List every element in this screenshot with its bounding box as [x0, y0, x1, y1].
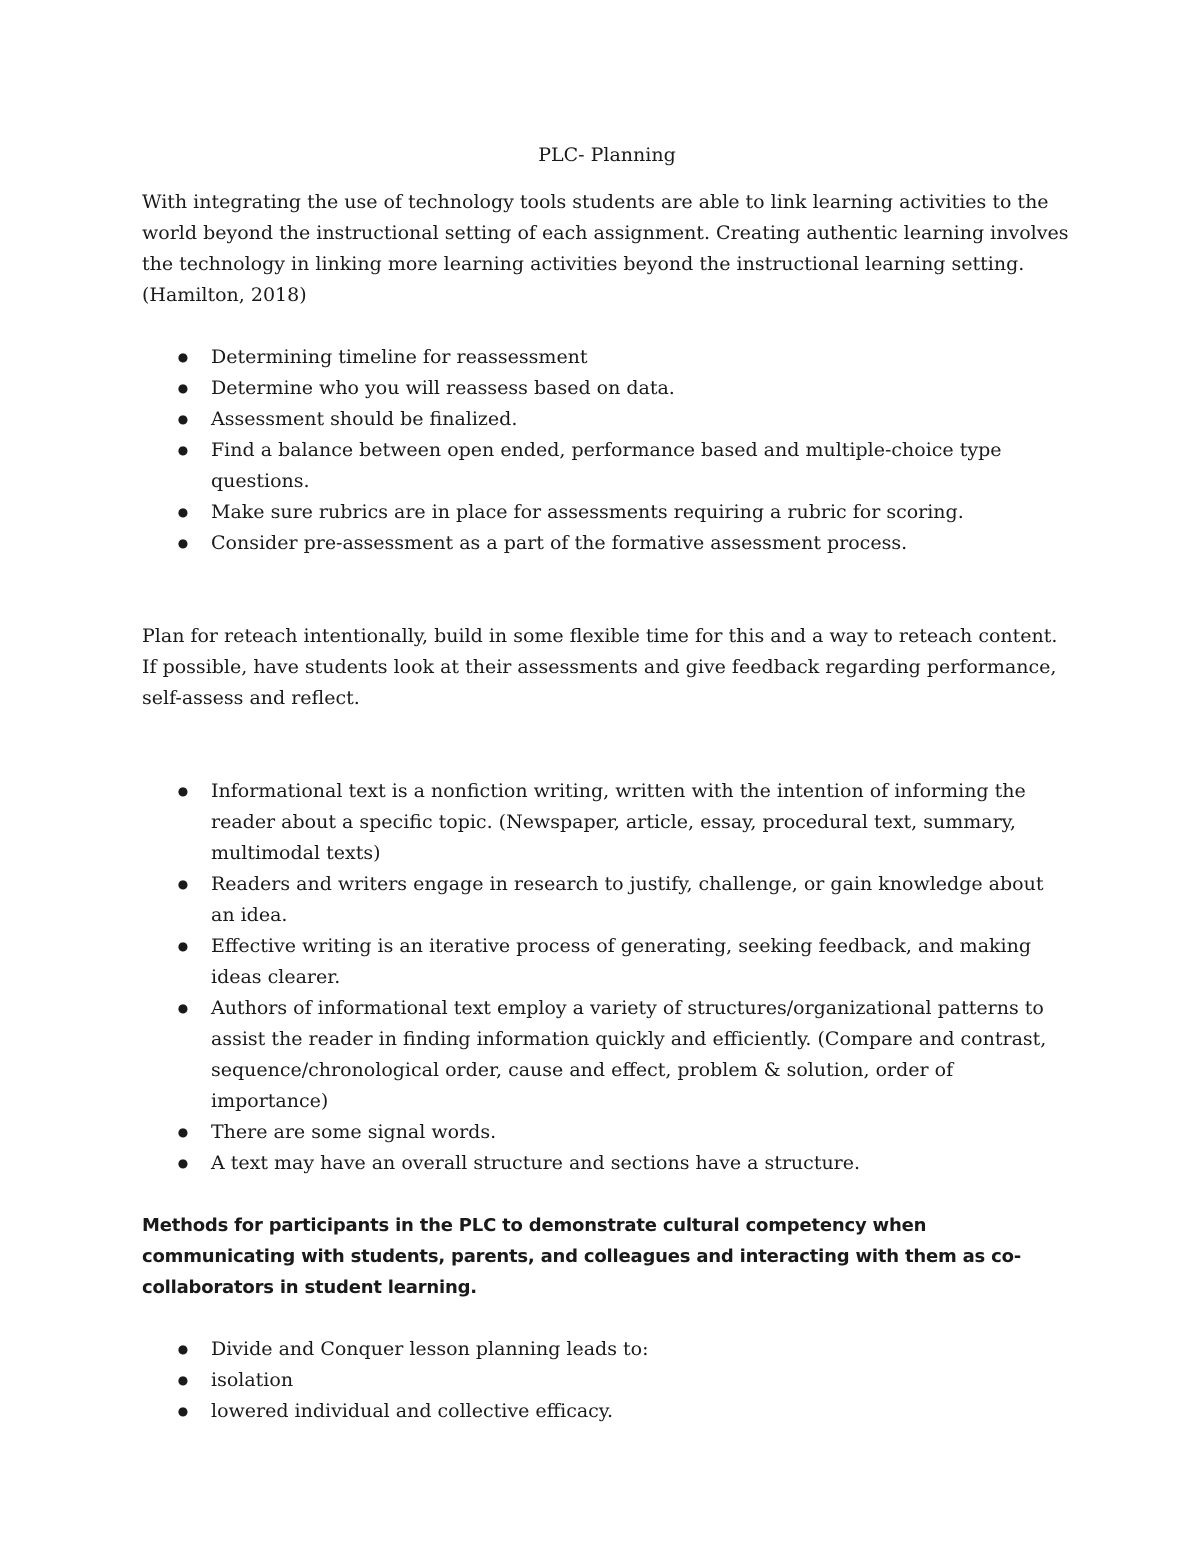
list-item: ● A text may have an overall structure and sections have a structure. [211, 1148, 1072, 1179]
reteach-paragraph: Plan for reteach intentionally, build in some flexible time for this and a way to reteach content. If possible, have students look at their assessments and give feedback regarding performance, self-assess and reflect. [142, 625, 1058, 709]
bullet-icon: ● [177, 443, 189, 457]
bullet-icon: ● [177, 350, 189, 364]
bullet-icon: ● [177, 1001, 189, 1015]
list-item: ● Readers and writers engage in research to justify, challenge, or gain knowledge about an idea. [211, 869, 1072, 931]
bullet-icon: ● [177, 505, 189, 519]
bullet-icon: ● [177, 784, 189, 798]
informational-text-list [142, 776, 1072, 1179]
bullet-icon: ● [177, 1125, 189, 1139]
list-item: ● Determine who you will reassess based on data. [211, 373, 1072, 404]
list-item: ● There are some signal words. [211, 1117, 1072, 1148]
bullet-icon: ● [177, 1404, 189, 1418]
bullet-icon: ● [177, 412, 189, 426]
list-item: ● Authors of informational text employ a variety of structures/organizational patterns to assist the reader in finding information quickly and efficiently. (Compare and contrast, sequence/chronological order, cause and effect, problem & solution, order of importance) [211, 993, 1072, 1117]
bullet-icon: ● [177, 536, 189, 550]
list-item: ● Informational text is a nonfiction writing, written with the intention of informing the reader about a specific topic. (Newspaper, article, essay, procedural text, summary, multimodal texts) [211, 776, 1072, 869]
list-item: ● Make sure rubrics are in place for assessments requiring a rubric for scoring. [211, 497, 1072, 528]
document-page [142, 140, 1072, 1427]
bullet-icon: ● [177, 381, 189, 395]
lesson-planning-list [142, 1334, 1072, 1427]
intro-paragraph: With integrating the use of technology tools students are able to link learning activities to the world beyond the instructional setting of each assignment. Creating authentic learning involves the technology in linking more learning activities beyond the instructional learning setting. (Hamilton, 2018) [142, 191, 1069, 306]
bullet-icon: ● [177, 1342, 189, 1356]
document-title: PLC- Planning [538, 144, 676, 166]
list-item: ● Divide and Conquer lesson planning leads to: [211, 1334, 1072, 1365]
list-item: ● isolation [211, 1365, 1072, 1396]
bullet-icon: ● [177, 877, 189, 891]
list-item: ● Effective writing is an iterative process of generating, seeking feedback, and making ideas clearer. [211, 931, 1072, 993]
list-item: ● Determining timeline for reassessment [211, 342, 1072, 373]
reassessment-list [142, 342, 1072, 559]
bullet-icon: ● [177, 1156, 189, 1170]
list-item: ● Consider pre-assessment as a part of the formative assessment process. [211, 528, 1072, 559]
list-item: ● Assessment should be finalized. [211, 404, 1072, 435]
list-item: ● lowered individual and collective efficacy. [211, 1396, 1072, 1427]
bullet-icon: ● [177, 939, 189, 953]
bullet-icon: ● [177, 1373, 189, 1387]
cultural-competency-heading: Methods for participants in the PLC to demonstrate cultural competency when communicating with students, parents, and colleagues and interacting with them as co-collaborators in student learning. [142, 1215, 1022, 1298]
list-item: ● Find a balance between open ended, performance based and multiple-choice type questions. [211, 435, 1072, 497]
